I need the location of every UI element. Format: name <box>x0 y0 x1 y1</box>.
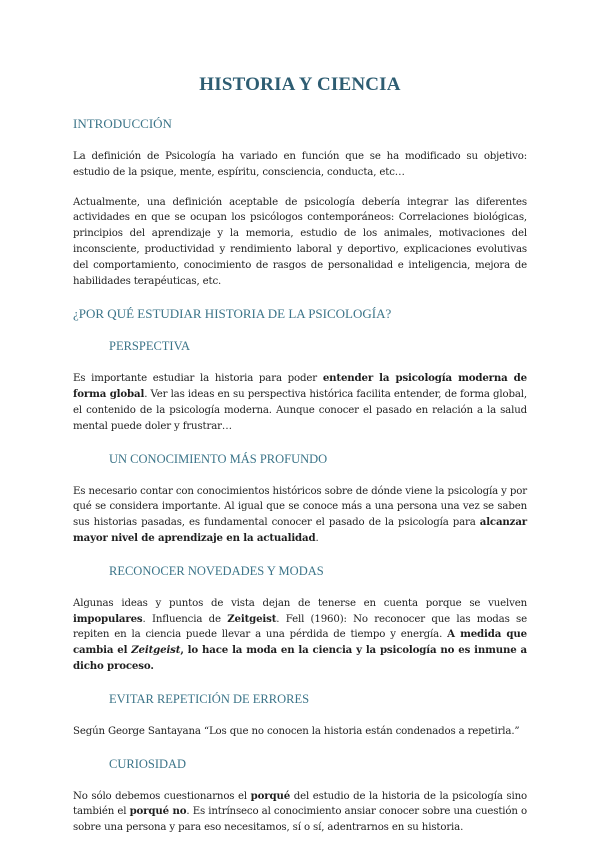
intro-paragraph-2: Actualmente, una definición aceptable de psicología debería integrar las diferentes actividades en que se ocupan los psicólogos contemporáneos: Correlaciones biológicas, principios del aprendizaje y la memoria, estudio de los animales, motivaciones del inconsciente, productividad y rendimiento laboral y deportivo, explicaciones evolutivas del comportamiento, conocimiento de rasgos de personalidad e inteligencia, mejora de habilidades terapéuticas, etc. <box>73 196 527 287</box>
heading-errores: EVITAR REPETICIÓN DE ERRORES <box>109 691 310 706</box>
heading-novedades: RECONOCER NOVEDADES Y MODAS <box>109 563 324 578</box>
perspectiva-paragraph <box>73 371 527 434</box>
document-title: HISTORIA Y CIENCIA <box>199 74 401 95</box>
text-run: . Ver las ideas en su perspectiva histórica facilita entender, de forma global, el contenido de la psicología moderna. Aunque conocer el pasado en relación a la salud mental puede doler y frustrar… <box>73 389 527 432</box>
text-run: . Influencia de <box>142 613 228 625</box>
text-run: . Es intrínseco al conocimiento ansiar conocer sobre una cuestión o sobre una persona y para eso necesitamos, sí o sí, adentrarnos en su historia. <box>73 806 528 834</box>
text-run: Algunas ideas y puntos de vista dejan de tenerse en cuenta porque se vuelven <box>73 597 527 609</box>
bold-italic-run <box>131 644 180 656</box>
heading-conocimiento: UN CONOCIMIENTO MÁS PROFUNDO <box>109 451 328 466</box>
bold-run: entender la psicología moderna de forma global <box>73 372 527 401</box>
bold-run: porqué no <box>129 805 187 818</box>
bold-run: impopulares <box>73 612 143 625</box>
bold-run: porqué <box>250 789 291 802</box>
intro-paragraph-1: La definición de Psicología ha variado en función que se ha modificado su objetivo: estudio de la psique, mente, espíritu, consciencia, conducta, etc… <box>73 151 527 178</box>
heading-curiosidad: CURIOSIDAD <box>109 756 187 771</box>
italic-run: Zeitgeist <box>131 644 181 657</box>
text-run: Es necesario contar con conocimientos históricos sobre de dónde viene la psicología y por qué se considera importante. Al igual que se conoce más a una persona una vez se saben sus historias pasadas, es fundamental conocer el pasado de la psicología para <box>73 485 527 529</box>
bold-run: A medida que cambia el <box>73 628 527 657</box>
novedades-paragraph <box>73 596 527 675</box>
heading-perspectiva: PERSPECTIVA <box>109 339 191 354</box>
heading-introduccion: INTRODUCCIÓN <box>73 116 172 131</box>
heading-por-que: ¿POR QUÉ ESTUDIAR HISTORIA DE LA PSICOLOGÍA? <box>73 306 392 322</box>
text-run: No sólo debemos cuestionarnos el <box>73 790 251 802</box>
text-run: del estudio de la historia de la psicología sino también el <box>73 790 527 818</box>
bold-run: Zeitgeist <box>227 612 277 625</box>
text-run: . <box>315 532 319 544</box>
conocimiento-paragraph <box>73 484 527 547</box>
curiosidad-paragraph <box>73 789 527 836</box>
text-run: Es importante estudiar la historia para poder <box>73 373 323 385</box>
errores-paragraph: Según George Santayana “Los que no conocen la historia están condenados a repetirla.” <box>73 725 520 737</box>
bold-run: alcanzar mayor nivel de aprendizaje en la actualidad <box>73 516 527 544</box>
bold-run: , lo hace la moda en la ciencia y la psicología no es inmune a dicho proceso. <box>73 644 528 672</box>
text-run: . Fell (1960): No reconocer que las modas se repiten en la ciencia puede llevar a una pérdida de tiempo y energía. <box>73 613 527 641</box>
